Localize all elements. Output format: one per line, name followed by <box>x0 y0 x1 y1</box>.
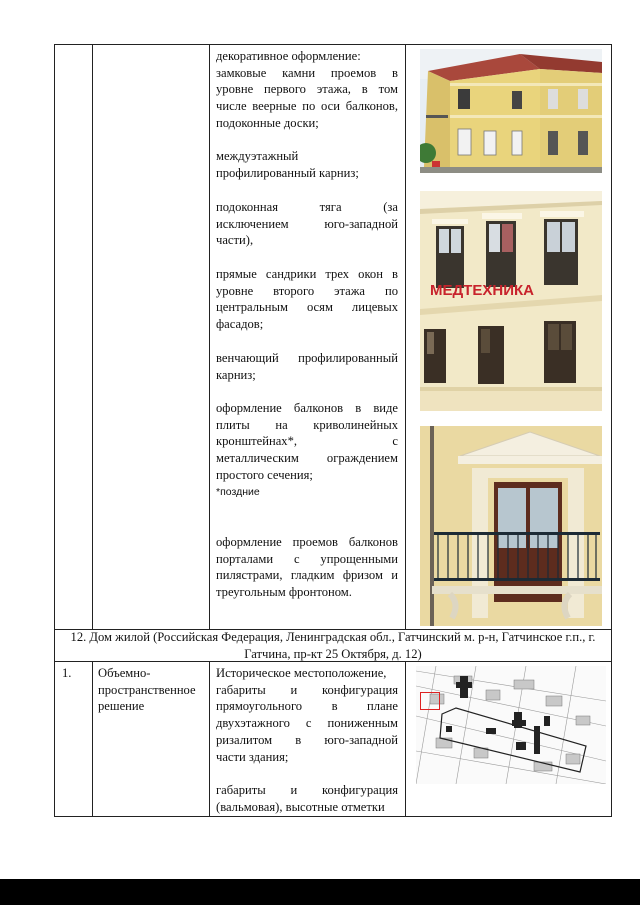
col-divider-3b <box>405 661 406 817</box>
text-line: числе веерные по оси балконов, <box>216 99 398 114</box>
text-line: подоконные доски; <box>216 115 319 130</box>
text-line: Объемно- <box>98 666 151 680</box>
row-description <box>216 665 398 765</box>
col-divider-2 <box>209 44 210 629</box>
text-line: замковые камни проемов в <box>216 65 398 80</box>
object-heading-line1: 12. Дом жилой (Российская Федерация, Ленинградская обл., Гатчинский м. р-н, Гатчинское г.п., г. <box>70 630 596 644</box>
footnote: *поздние <box>216 485 260 498</box>
text-line: части), <box>216 233 254 248</box>
object-location-marker <box>420 692 440 710</box>
description-balconies <box>216 400 398 500</box>
shop-sign-text: МЕДТЕХНИКА <box>430 282 534 299</box>
text-line: части здания; <box>216 749 289 764</box>
table-border-top <box>54 44 612 45</box>
row-name <box>98 665 206 715</box>
text-line: металлическим ограждением <box>216 451 398 466</box>
text-line: оформление балконов в виде <box>216 401 398 415</box>
text-line: ризалитом в юго-западной <box>216 732 398 747</box>
description-decoration <box>216 48 398 132</box>
description-sandriks <box>216 266 398 333</box>
text-line: простого сечения; <box>216 467 313 482</box>
facade-corner-photo <box>420 49 602 173</box>
col-divider-1b <box>92 661 93 817</box>
facade-sign-photo <box>420 191 602 411</box>
text-line: уровне второго этажа по <box>216 283 398 298</box>
protected-items-table <box>54 44 612 817</box>
site-plan-map <box>416 666 606 784</box>
description-crowning-cornice <box>216 350 398 383</box>
text-line: оформление проемов балконов <box>216 535 398 549</box>
description-interfloor-cornice <box>216 148 398 181</box>
text-line: двухэтажного с пониженным <box>216 716 398 731</box>
text-line: центральным осям лицевых <box>216 300 398 315</box>
row-description-2 <box>216 782 398 815</box>
text-line: треугольным фронтоном. <box>216 585 352 600</box>
text-line: исключением юго-западной <box>216 216 398 231</box>
text-line: прямые сандрики трех окон в <box>216 267 398 281</box>
text-line: Историческое местоположение, <box>216 666 387 680</box>
scan-bottom-edge <box>0 879 640 905</box>
col-divider-3 <box>405 44 406 629</box>
col-divider-1 <box>92 44 93 629</box>
object-heading <box>54 629 612 663</box>
text-line: кронштейнах*, с <box>216 434 398 449</box>
text-line: уровне первого этажа, в том <box>216 82 398 97</box>
text-line: декоративное оформление: <box>216 49 361 63</box>
text-line: решение <box>98 699 145 714</box>
text-line: габариты и конфигурация <box>216 682 398 697</box>
text-line: подоконная тяга (за <box>216 200 398 214</box>
table-border-left <box>54 44 55 817</box>
text-line: прямоугольного в плане <box>216 699 398 714</box>
text-line: порталами с упрощенными <box>216 551 398 566</box>
text-line: пространственное <box>98 682 196 697</box>
description-sill-band <box>216 199 398 249</box>
balcony-portal-photo <box>420 426 602 626</box>
row-number: 1. <box>62 666 72 680</box>
text-line: габариты и конфигурация <box>216 783 398 797</box>
description-balcony-portals <box>216 534 398 601</box>
text-line: (вальмовая), высотные отметки <box>216 799 385 814</box>
table-border-bottom <box>54 816 612 817</box>
table-border-right <box>611 44 612 817</box>
text-line: плиты на криволинейных <box>216 417 398 432</box>
text-line: профилированный карниз; <box>216 165 359 180</box>
text-line: пилястрами, гладким фризом и <box>216 568 398 583</box>
text-line: карниз; <box>216 367 256 382</box>
text-line: фасадов; <box>216 317 264 332</box>
text-line: междуэтажный <box>216 149 299 163</box>
text-line: венчающий профилированный <box>216 351 398 365</box>
object-heading-line2: Гатчина, пр-кт 25 Октября, д. 12) <box>244 647 422 661</box>
col-divider-2b <box>209 661 210 817</box>
